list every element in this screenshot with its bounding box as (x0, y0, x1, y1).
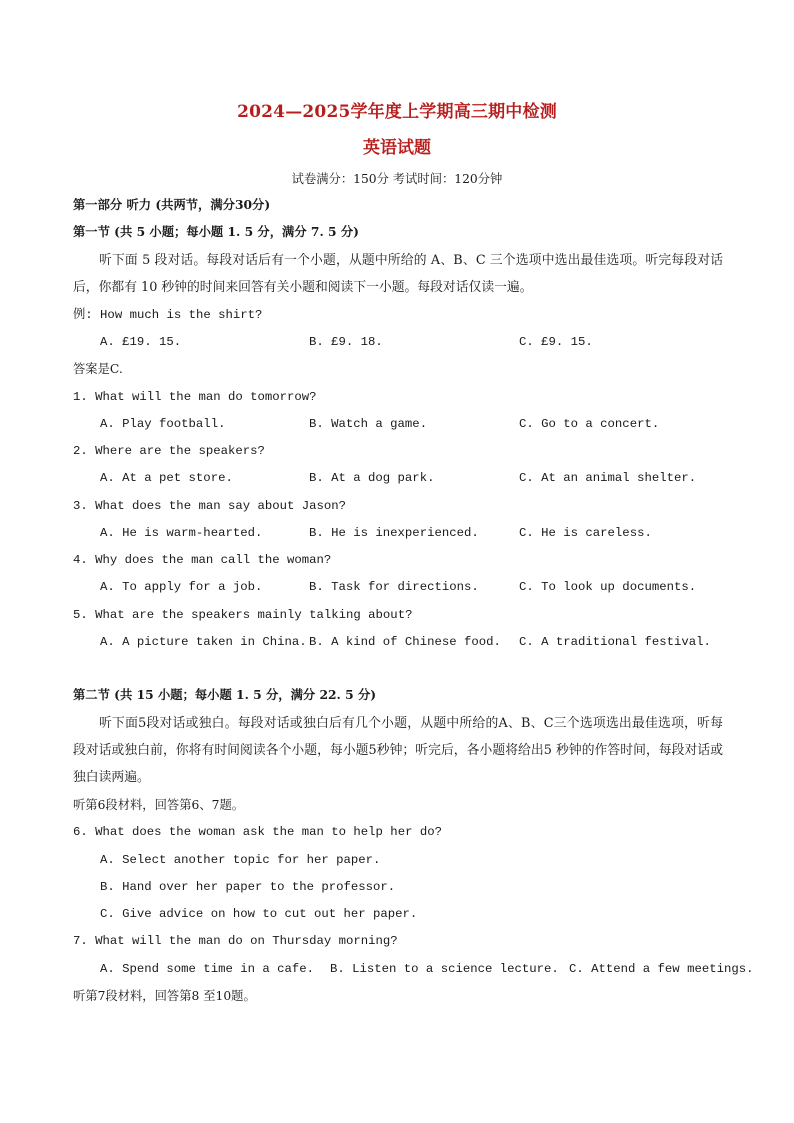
q7-option-b: B. Listen to a science lecture. (330, 962, 559, 976)
material-7-note: 听第7段材料，回答第8 至10题。 (73, 989, 256, 1003)
section1-heading: 第一节 (共 5 小题；每小题 1. 5 分，满分 7. 5 分) (73, 224, 359, 239)
q3-option-b: B. He is inexperienced. (309, 526, 479, 540)
q4-option-b: B. Task for directions. (309, 580, 479, 594)
q6-option-c: C. Give advice on how to cut out her paper. (100, 907, 418, 921)
q3-option-c: C. He is careless. (519, 526, 652, 540)
q6-option-a: A. Select another topic for her paper. (100, 853, 381, 867)
question-6: 6. What does the woman ask the man to help her do? (73, 825, 442, 839)
section2-instructions: 听下面5段对话或独白。每段对话或独白后有几个小题，从题中所给的A、B、C三个选项选出最佳选项，听每段对话或独白前，你将有时间阅读各个小题，每小题5秒钟；听完后，各小题将给出5 秒钟的作答时间，每段对话或独白读两遍。 (73, 716, 723, 785)
question-4: 4. Why does the man call the woman? (73, 553, 332, 567)
question-2: 2. Where are the speakers? (73, 444, 265, 458)
example-option-a: A. £19. 15. (100, 335, 182, 349)
q7-option-c: C. Attend a few meetings. (569, 962, 754, 976)
material-6-note: 听第6段材料，回答第6、7题。 (73, 798, 245, 812)
q1-option-b: B. Watch a game. (309, 417, 428, 431)
example-option-b: B. £9. 18. (309, 335, 383, 349)
section1-instructions: 听下面 5 段对话。每段对话后有一个小题，从题中所给的 A、B、C 三个选项中选出最佳选项。听完每段对话后，你都有 10 秒钟的时间来回答有关小题和阅读下一小题。每段对话仅读一遍。 (73, 253, 723, 295)
section2-heading: 第二节 (共 15 小题；每小题 1. 5 分，满分 22. 5 分) (73, 687, 377, 702)
q6-option-b: B. Hand over her paper to the professor. (100, 880, 396, 894)
question-5: 5. What are the speakers mainly talking about? (73, 608, 413, 622)
q4-option-c: C. To look up documents. (519, 580, 697, 594)
exam-info: 试卷满分：150分 考试时间：120分钟 (291, 172, 503, 186)
q2-option-c: C. At an animal shelter. (519, 471, 697, 485)
question-7: 7. What will the man do on Thursday morning? (73, 934, 398, 948)
example-answer: 答案是C. (73, 362, 123, 376)
q3-option-a: A. He is warm-hearted. (100, 526, 263, 540)
q7-option-a: A. Spend some time in a cafe. (100, 962, 315, 976)
q1-option-a: A. Play football. (100, 417, 226, 431)
q4-option-a: A. To apply for a job. (100, 580, 263, 594)
question-1: 1. What will the man do tomorrow? (73, 390, 317, 404)
q5-option-a: A. A picture taken in China. (100, 635, 307, 649)
part1-heading: 第一部分 听力 (共两节，满分30分) (73, 197, 271, 212)
question-3: 3. What does the man say about Jason? (73, 499, 347, 513)
example-question: 例: How much is the shirt? (73, 308, 263, 322)
q2-option-a: A. At a pet store. (100, 471, 233, 485)
q2-option-b: B. At a dog park. (309, 471, 435, 485)
exam-subtitle: 英语试题 (363, 138, 431, 158)
q1-option-c: C. Go to a concert. (519, 417, 660, 431)
q5-option-b: B. A kind of Chinese food. (309, 635, 501, 649)
exam-title: 2024—2025学年度上学期高三期中检测 (237, 102, 557, 122)
example-option-c: C. £9. 15. (519, 335, 593, 349)
q5-option-c: C. A traditional festival. (519, 635, 711, 649)
